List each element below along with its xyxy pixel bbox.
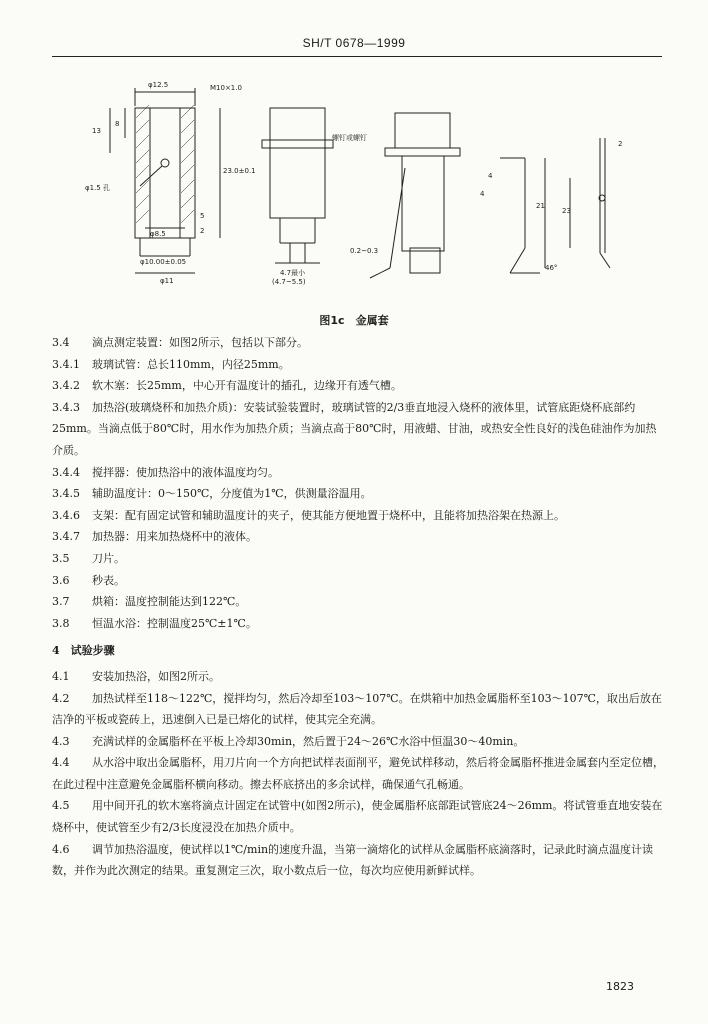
label-screw: 螺钉或螺钉 bbox=[332, 134, 367, 142]
section-3-4-6: 3.4.6 支架：配有固定试管和辅助温度计的夹子，使其能方便地置于烧杯中，且能将加热浴架在热源上。 bbox=[52, 508, 565, 522]
figure-metal-sleeve bbox=[70, 78, 650, 308]
header-rule bbox=[52, 56, 662, 57]
document-header: SH/T 0678—1999 bbox=[302, 36, 406, 50]
page-number: 1823 bbox=[606, 980, 634, 993]
dim-h2b: 2 bbox=[618, 140, 623, 148]
section-3-4-4: 3.4.4 搅拌器：使加热浴中的液体温度均匀。 bbox=[52, 465, 279, 479]
dim-h5: 5 bbox=[200, 212, 205, 220]
step-4-1: 4.1 安装加热浴，如图2所示。 bbox=[52, 669, 220, 683]
section-3-4: 3.4 滴点测定装置：如图2所示，包括以下部分。 bbox=[52, 336, 308, 349]
dim-h2: 2 bbox=[200, 227, 205, 235]
dim-gap: 0.2~0.3 bbox=[350, 247, 379, 255]
figure-caption: 图1c 金属套 bbox=[319, 314, 389, 327]
section-3-7: 3.7 烘箱：温度控制能达到122℃。 bbox=[52, 595, 247, 609]
dim-angle: 46° bbox=[545, 264, 558, 272]
dim-hole: φ1.5 孔 bbox=[85, 184, 110, 192]
dim-bottom-diameter: φ11 bbox=[160, 277, 174, 285]
dim-inner-diameter: φ8.5 bbox=[150, 230, 166, 238]
metal-sleeve-drawing bbox=[70, 78, 650, 308]
sleeve-side-outline bbox=[270, 108, 325, 218]
step-4-6: 4.6 调节加热浴温度，使试样以1℃/min的速度升温，当第一滴熔化的试样从金属脂杯底滴落时，记录此时滴点温度计读数，并作为此次测定的结果。重复测定三次，取小数点后一位，每次均应使用新鲜试样。 bbox=[52, 842, 654, 878]
section-3-5: 3.5 刀片。 bbox=[52, 551, 125, 565]
step-4-5: 4.5 用中间开孔的软木塞将滴点计固定在试管中(如图2所示)，使金属脂杯底部距试管底24～26mm。将试管垂直地安装在烧杯中，使试管至少有2/3长度浸没在加热介质中。 bbox=[52, 799, 663, 835]
dim-hmm: 4 bbox=[480, 190, 485, 198]
section-3-4-5: 3.4.5 辅助温度计：0～150℃，分度值为1℃，供测量浴温用。 bbox=[52, 487, 372, 501]
document-body bbox=[52, 332, 664, 882]
section-4-title: 4 试验步骤 bbox=[52, 644, 115, 658]
dim-h8: 8 bbox=[115, 120, 120, 128]
dim-base-diameter: φ10.00±0.05 bbox=[140, 258, 187, 266]
section-3-4-7: 3.4.7 加热器：用来加热烧杯中的液体。 bbox=[52, 530, 257, 544]
section-3-6: 3.6 秒表。 bbox=[52, 573, 125, 587]
step-4-4: 4.4 从水浴中取出金属脂杯，用刀片向一个方向把试样表面削平，避免试样移动，然后将金属脂杯推进金属套内至定位槽，在此过程中注意避免金属脂杯横向移动。擦去杯底挤出的多余试样，确保通气孔畅通。 bbox=[52, 756, 664, 791]
section-3-4-1: 3.4.1 玻璃试管：总长110mm，内径25mm。 bbox=[52, 357, 290, 371]
dim-thread: M10×1.0 bbox=[210, 84, 242, 92]
section-3-4-3: 3.4.3 加热浴(玻璃烧杯和加热介质)：安装试验装置时，玻璃试管的2/3垂直地浸入烧杯的液体里，试管底距烧杯底部约25mm。当滴点低于80℃时，用水作为加热介质；当滴点高于80℃时，用液蜡、甘油，或热安全性良好的浅色硅油作为加热介质。 bbox=[52, 400, 657, 457]
dim-h21: 21 bbox=[536, 202, 545, 210]
step-4-2: 4.2 加热试样至118～122℃，搅拌均匀，然后冷却至103～107℃。在烘箱中加热金属脂杯至103～107℃，取出后放在洁净的平板或瓷砖上，迅速倒入已是已熔化的试样，使其完全充满。 bbox=[52, 691, 662, 727]
dim-h4: 4 bbox=[488, 172, 493, 180]
dim-outer-diameter: φ12.5 bbox=[148, 81, 169, 89]
dim-slot-range: (4.7~5.5) bbox=[272, 278, 306, 286]
dim-h13: 13 bbox=[92, 127, 101, 135]
step-4-3: 4.3 充满试样的金属脂杯在平板上冷却30min，然后置于24～26℃水浴中恒温30～40min。 bbox=[52, 734, 525, 748]
dim-height-23: 23.0±0.1 bbox=[223, 167, 256, 175]
dim-slot-width: 4.7最小 bbox=[280, 269, 306, 277]
section-3-4-2: 3.4.2 软木塞：长25mm，中心开有温度计的插孔，边缘开有透气槽。 bbox=[52, 379, 402, 393]
dim-h23b: 23 bbox=[562, 207, 571, 215]
section-3-8: 3.8 恒温水浴：控制温度25℃±1℃。 bbox=[52, 616, 257, 630]
